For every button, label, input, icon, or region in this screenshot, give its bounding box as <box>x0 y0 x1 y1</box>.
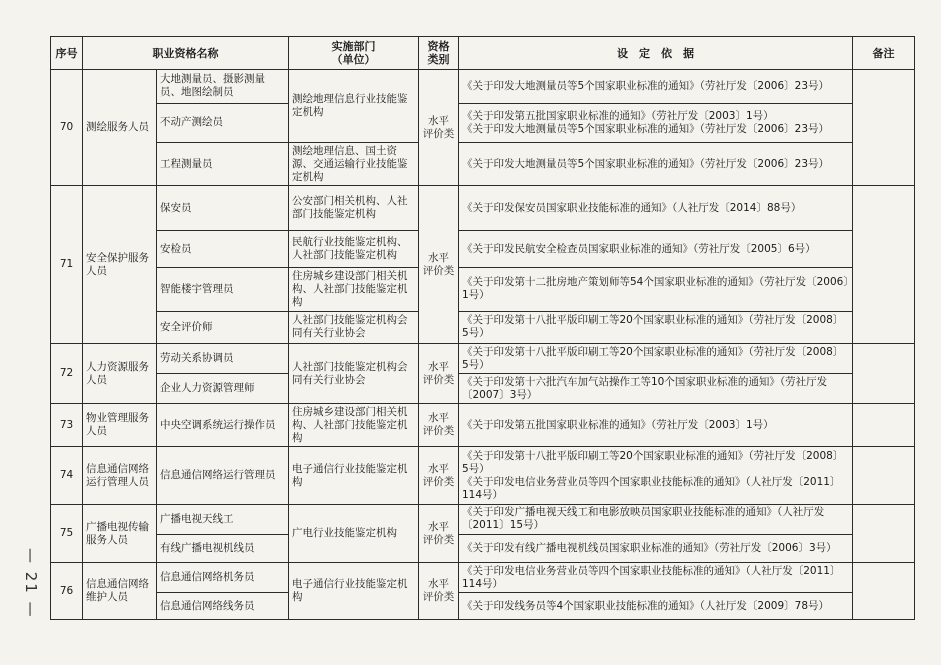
implementing-dept: 电子通信行业技能鉴定机构 <box>289 563 419 620</box>
legal-basis <box>459 231 853 268</box>
legal-basis-line: 《关于印发电信业务营业员等四个国家职业技能标准的通知》（人社厅发〔2011〕114号） <box>462 475 841 501</box>
legal-basis-line: 《关于印发第十八批平版印刷工等20个国家职业标准的通知》（劳社厅发〔2008〕5号） <box>462 449 844 475</box>
legal-basis <box>459 404 853 447</box>
job-title: 大地测量员、摄影测量员、地图绘制员 <box>157 70 289 104</box>
legal-basis <box>459 70 853 104</box>
table-row <box>51 311 915 344</box>
header-type: 资格 类别 <box>419 37 459 70</box>
job-title: 信息通信网络线务员 <box>157 593 289 620</box>
qualification-type <box>419 344 459 404</box>
qualification-type-line: 评价类 <box>422 264 455 277</box>
legal-basis-line: 《关于印发大地测量员等5个国家职业标准的通知》（劳社厅发〔2006〕23号） <box>462 79 830 92</box>
legal-basis-line: 《关于印发第五批国家职业标准的通知》（劳社厅发〔2003〕1号） <box>462 109 774 122</box>
qualification-type-line: 水平 <box>428 412 449 425</box>
table-row <box>51 374 915 404</box>
legal-basis-line: 《关于印发电信业务营业员等四个国家职业技能标准的通知》（人社厅发〔2011〕114号） <box>462 564 841 590</box>
header-name: 职业资格名称 <box>83 37 289 70</box>
implementing-dept: 测绘地理信息、国土资源、交通运输行业技能鉴定机构 <box>289 142 419 185</box>
legal-basis <box>459 311 853 344</box>
job-title: 工程测量员 <box>157 142 289 185</box>
row-number: 76 <box>51 563 83 620</box>
table-header-row <box>51 37 915 70</box>
legal-basis <box>459 534 853 563</box>
note-cell <box>853 404 915 447</box>
implementing-dept: 广电行业技能鉴定机构 <box>289 504 419 563</box>
qualification-type-line: 水平 <box>428 251 449 264</box>
legal-basis-line: 《关于印发民航安全检查员国家职业标准的通知》（劳社厅发〔2005〕6号） <box>462 242 816 255</box>
row-number: 70 <box>51 70 83 186</box>
qualification-type-line: 评价类 <box>422 533 455 546</box>
header-basis: 设 定 依 据 <box>459 37 853 70</box>
legal-basis <box>459 563 853 593</box>
table-row <box>51 142 915 185</box>
qualification-type-line: 评价类 <box>422 127 455 140</box>
legal-basis-line: 《关于印发大地测量员等5个国家职业标准的通知》（劳社厅发〔2006〕23号） <box>462 157 830 170</box>
job-title: 企业人力资源管理师 <box>157 374 289 404</box>
legal-basis <box>459 142 853 185</box>
job-title: 信息通信网络运行管理员 <box>157 447 289 505</box>
qualification-type-line: 评价类 <box>422 373 455 386</box>
job-title: 不动产测绘员 <box>157 103 289 142</box>
page-number: — 21 — <box>22 548 40 619</box>
implementing-dept: 住房城乡建设部门相关机构、人社部门技能鉴定机构 <box>289 268 419 311</box>
category-name: 信息通信网络维护人员 <box>83 563 157 620</box>
qualification-type <box>419 404 459 447</box>
row-number: 72 <box>51 344 83 404</box>
row-number: 74 <box>51 447 83 505</box>
qualification-type-line: 水平 <box>428 360 449 373</box>
legal-basis <box>459 447 853 505</box>
table-row <box>51 504 915 534</box>
legal-basis-line: 《关于印发大地测量员等5个国家职业标准的通知》（劳社厅发〔2006〕23号） <box>462 122 830 135</box>
legal-basis <box>459 268 853 311</box>
note-cell <box>853 70 915 186</box>
note-cell <box>853 186 915 344</box>
row-number: 75 <box>51 504 83 563</box>
header-dept: 实施部门 （单位） <box>289 37 419 70</box>
row-number: 71 <box>51 186 83 344</box>
legal-basis <box>459 186 853 231</box>
qualification-type-line: 水平 <box>428 114 449 127</box>
legal-basis <box>459 344 853 374</box>
legal-basis-line: 《关于印发第十八批平版印刷工等20个国家职业标准的通知》（劳社厅发〔2008〕5号） <box>462 345 844 371</box>
job-title: 有线广播电视机线员 <box>157 534 289 563</box>
job-title: 劳动关系协调员 <box>157 344 289 374</box>
legal-basis-line: 《关于印发广播电视天线工和电影放映员国家职业技能标准的通知》（人社厅发〔2011〕15号） <box>462 506 825 532</box>
qualification-type <box>419 447 459 505</box>
legal-basis <box>459 103 853 142</box>
header-note: 备注 <box>853 37 915 70</box>
legal-basis-line: 《关于印发有线广播电视机线员国家职业标准的通知》（劳社厅发〔2006〕3号） <box>462 542 837 554</box>
table-row <box>51 563 915 593</box>
category-name: 物业管理服务人员 <box>83 404 157 447</box>
implementing-dept: 测绘地理信息行业技能鉴定机构 <box>289 70 419 143</box>
legal-basis <box>459 593 853 620</box>
table-row <box>51 186 915 231</box>
legal-basis-line: 《关于印发线务员等4个国家职业技能标准的通知》（人社厅发〔2009〕78号） <box>462 599 830 612</box>
qualification-type-line: 评价类 <box>422 591 455 604</box>
category-name: 广播电视传输服务人员 <box>83 504 157 563</box>
qualification-table <box>50 36 915 620</box>
implementing-dept: 住房城乡建设部门相关机构、人社部门技能鉴定机构 <box>289 404 419 447</box>
legal-basis <box>459 504 853 534</box>
implementing-dept: 公安部门相关机构、人社部门技能鉴定机构 <box>289 186 419 231</box>
note-cell <box>853 504 915 563</box>
category-name: 安全保护服务人员 <box>83 186 157 344</box>
job-title: 保安员 <box>157 186 289 231</box>
row-number: 73 <box>51 404 83 447</box>
table-row <box>51 231 915 268</box>
job-title: 智能楼宇管理员 <box>157 268 289 311</box>
note-cell <box>853 344 915 404</box>
category-name: 信息通信网络运行管理人员 <box>83 447 157 505</box>
job-title: 中央空调系统运行操作员 <box>157 404 289 447</box>
qualification-type <box>419 70 459 186</box>
category-name: 测绘服务人员 <box>83 70 157 186</box>
job-title: 安全评价师 <box>157 311 289 344</box>
job-title: 广播电视天线工 <box>157 504 289 534</box>
category-name: 人力资源服务人员 <box>83 344 157 404</box>
note-cell <box>853 447 915 505</box>
qualification-type-line: 水平 <box>428 578 449 591</box>
job-title: 安检员 <box>157 231 289 268</box>
table-row <box>51 103 915 142</box>
note-cell <box>853 563 915 620</box>
qualification-type <box>419 186 459 344</box>
legal-basis-line: 《关于印发第十八批平版印刷工等20个国家职业标准的通知》（劳社厅发〔2008〕5号） <box>462 314 844 340</box>
implementing-dept: 民航行业技能鉴定机构、人社部门技能鉴定机构 <box>289 231 419 268</box>
implementing-dept: 人社部门技能鉴定机构会同有关行业协会 <box>289 311 419 344</box>
table-row <box>51 593 915 620</box>
qualification-type-line: 水平 <box>428 462 449 475</box>
legal-basis-line: 《关于印发第五批国家职业标准的通知》（劳社厅发〔2003〕1号） <box>462 418 774 431</box>
legal-basis-line: 《关于印发保安员国家职业技能标准的通知》（人社厅发〔2014〕88号） <box>462 201 802 214</box>
table-row <box>51 404 915 447</box>
implementing-dept: 人社部门技能鉴定机构会同有关行业协会 <box>289 344 419 404</box>
qualification-type-line: 评价类 <box>422 475 455 488</box>
job-title: 信息通信网络机务员 <box>157 563 289 593</box>
table-row <box>51 70 915 104</box>
table-row <box>51 344 915 374</box>
table-row <box>51 447 915 505</box>
header-seq: 序号 <box>51 37 83 70</box>
qualification-type <box>419 563 459 620</box>
legal-basis-line: 《关于印发第十二批房地产策划师等54个国家职业标准的通知》（劳社厅发〔2006〕1号） <box>462 276 849 302</box>
legal-basis <box>459 374 853 404</box>
table-row <box>51 268 915 311</box>
qualification-type-line: 水平 <box>428 520 449 533</box>
implementing-dept: 电子通信行业技能鉴定机构 <box>289 447 419 505</box>
qualification-type <box>419 504 459 563</box>
legal-basis-line: 《关于印发第十六批汽车加气站操作工等10个国家职业标准的通知》（劳社厅发〔2007〕3号） <box>462 375 828 401</box>
qualification-type-line: 评价类 <box>422 425 455 438</box>
table-row <box>51 534 915 563</box>
